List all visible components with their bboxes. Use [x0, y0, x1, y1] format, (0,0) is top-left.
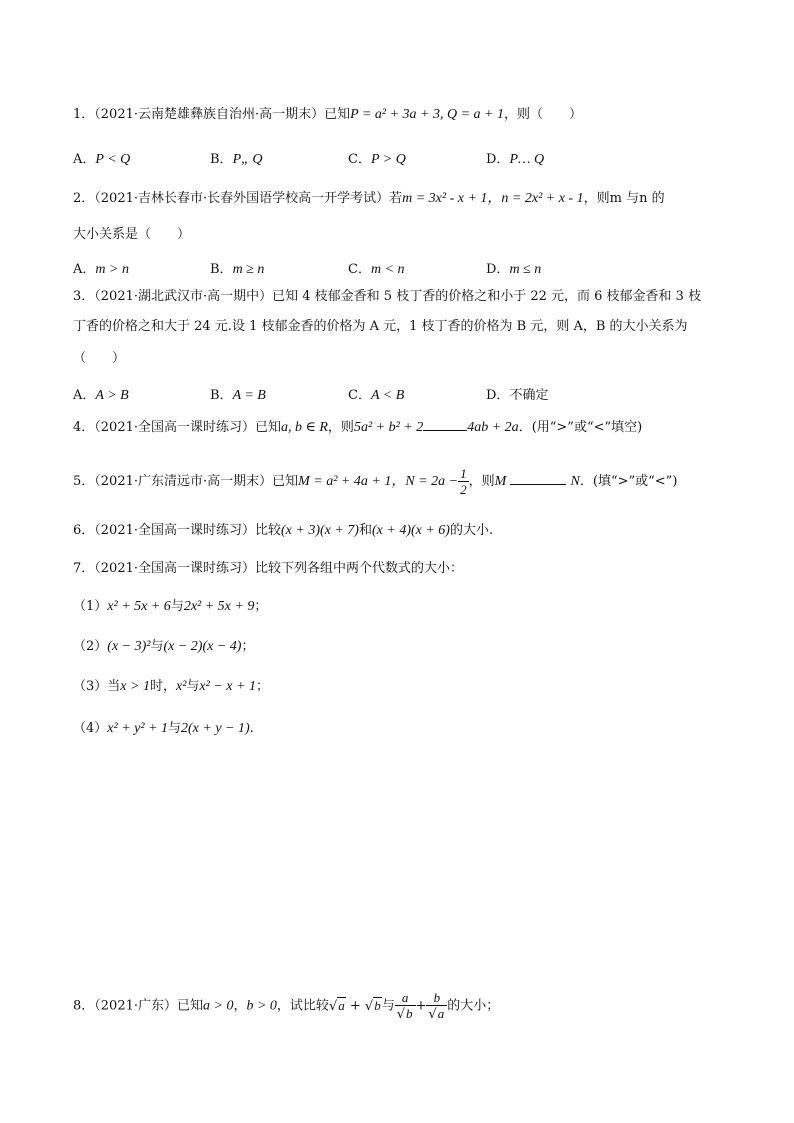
question-3: 3．（2021·湖北武汉市·高一期中）已知 4 枝郁金香和 5 枝丁香的价格之和小于 22 元，而 6 枝郁金香和 3 枝: [73, 289, 702, 304]
q3-line2: 丁香的价格之和大于 24 元.设 1 枝郁金香的价格为 A 元，1 枝丁香的价格为 B 元，则 A，B 的大小关系为: [73, 319, 688, 334]
q2-option-d[interactable]: D．m ≤ n: [486, 262, 542, 277]
q7-part-4: （4）x² + y² + 1与2(x + y − 1).: [73, 721, 254, 736]
q4-answer-blank[interactable]: [423, 418, 467, 431]
q2-suffix: ，则m 与n 的: [583, 191, 665, 206]
question-5: 5．（2021·广东清远市·高一期末）已知M = a² + 4a + 1，N = 2a − $\frac{1}{2}$ ，则M N．(填“>”或“<”): [73, 466, 678, 497]
q5-fraction: $\frac{1}{2}$: [460, 466, 467, 497]
question-8: 8．（2021·广东）已知a > 0，b > 0，试比较√a + √b与 $\frac{a}{√b}$ + $\frac{b}{√a}$ 的大小；: [73, 990, 500, 1022]
sqrt-b: √b: [364, 997, 381, 1014]
q7-part-1: （1）x² + 5x + 6与2x² + 5x + 9；: [73, 599, 268, 614]
q1-text: 1．（2021·云南楚雄彝族自治州·高一期末）已知: [73, 107, 351, 122]
q1-option-d[interactable]: D．P… Q: [486, 152, 545, 167]
q8-fraction-2: $\frac{b}{√a}$: [426, 990, 447, 1022]
q2-math: m = 3x² - x + 1，n = 2x² + x - 1: [402, 191, 584, 206]
q2-option-c[interactable]: C．m < n: [348, 262, 405, 277]
q1-option-b[interactable]: B．P„ Q: [210, 152, 263, 167]
q3-option-a[interactable]: A．A > B: [73, 388, 129, 403]
question-4: 4．（2021·全国高一课时练习）已知a, b ∈ R，则5a² + b² + 2 4ab + 2a．(用“>”或“<”填空): [73, 420, 643, 435]
q1-suffix: ，则（ ）: [503, 107, 582, 122]
q3-option-b[interactable]: B．A = B: [210, 388, 266, 403]
q5-answer-blank[interactable]: [510, 472, 566, 485]
q1-math: P = a² + 3a + 3, Q = a + 1: [350, 107, 504, 122]
sqrt-a: √a: [328, 997, 345, 1014]
q2-line2: 大小关系是（ ）: [73, 227, 191, 242]
q2-option-b[interactable]: B．m ≥ n: [210, 262, 265, 277]
question-7: 7．（2021·全国高一课时练习）比较下列各组中两个代数式的大小：: [73, 561, 463, 576]
q7-part-2: （2）(x − 3)²与(x − 2)(x − 4)；: [73, 639, 255, 654]
question-1: [73, 106, 582, 124]
q3-option-c[interactable]: C．A < B: [348, 388, 405, 403]
q3-option-d[interactable]: D．不确定: [486, 388, 549, 403]
question-6: 6．（2021·全国高一课时练习）比较(x + 3)(x + 7)和(x + 4)(x + 6)的大小.: [73, 523, 494, 538]
q1-option-c[interactable]: C．P > Q: [348, 152, 406, 167]
question-2: [73, 190, 665, 208]
q7-part-3: （3）当x > 1时，x²与x² − x + 1；: [73, 679, 269, 694]
q2-option-a[interactable]: A．m > n: [73, 262, 129, 277]
q1-option-a[interactable]: A．P < Q: [73, 152, 131, 167]
q2-text: 2．（2021·吉林长春市·长春外国语学校高一开学考试）若: [73, 191, 403, 206]
q8-fraction-1: $\frac{a}{√b}$: [395, 990, 416, 1022]
q3-line3: （ ）: [73, 351, 126, 366]
